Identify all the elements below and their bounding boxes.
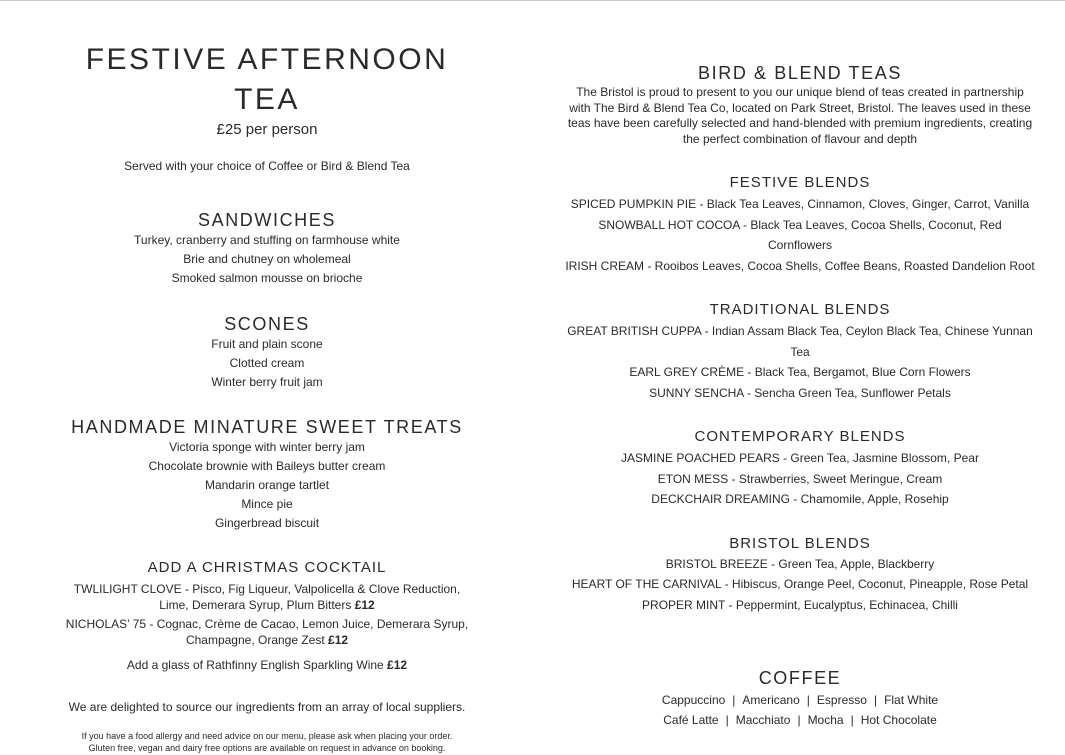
list-item: Smoked salmon mousse on brioche — [171, 271, 363, 285]
list-item: JASMINE POACHED PEARS - Green Tea, Jasmine Blossom, Pear — [621, 451, 979, 465]
list-item: SNOWBALL HOT COCOA - Black Tea Leaves, Cocoa Shells, Coconut, Red Cornflowers — [598, 217, 1002, 252]
cocktail-item — [50, 617, 484, 648]
wine-offer — [50, 658, 484, 674]
list-item: Victoria sponge with winter berry jam — [169, 440, 365, 454]
coffee-row — [565, 710, 1035, 730]
coffee-item: Macchiato — [735, 713, 791, 727]
list-item: Mandarin orange tartlet — [204, 478, 330, 492]
top-border — [0, 0, 1065, 1]
traditional-blends-list — [565, 321, 1035, 403]
treats-list — [50, 438, 484, 533]
separator: | — [797, 713, 801, 727]
coffee-item: Café Latte — [663, 713, 719, 727]
separator: | — [873, 693, 878, 707]
list-item: EARL GREY CRÈME - Black Tea, Bergamot, Blue Corn Flowers — [629, 365, 971, 379]
list-item: Chocolate brownie with Baileys butter cream — [148, 459, 386, 473]
list-item: Turkey, cranberry and stuffing on farmhouse white — [134, 233, 400, 247]
list-item: Clotted cream — [229, 356, 305, 370]
menu-title: FESTIVE AFTERNOON TEA — [85, 43, 449, 116]
festive-blends-heading: FESTIVE BLENDS — [729, 174, 871, 191]
suppliers-note: We are delighted to source our ingredients from an array of local suppliers. — [68, 699, 466, 714]
cocktail-ingredients: Lime, Demerara Syrup, Plum Bitters — [159, 597, 355, 612]
wine-price: £12 — [387, 658, 408, 672]
intro-line: the perfect combination of flavour and depth — [682, 131, 918, 146]
coffee-item: Mocha — [807, 713, 844, 727]
sandwiches-list — [50, 231, 484, 288]
separator: | — [732, 693, 736, 707]
served-note: Served with your choice of Coffee or Bird & Blend Tea — [124, 159, 410, 173]
cocktail-ingredients: Champagne, Orange Zest — [185, 632, 329, 647]
coffee-item: Flat White — [884, 693, 939, 707]
scones-heading: SCONES — [224, 314, 310, 334]
intro-line: with The Bird & Blend Tea Co, located on Park Street, Bristol. The leaves used in these — [569, 100, 1031, 115]
traditional-blends-heading: TRADITIONAL BLENDS — [709, 301, 891, 318]
contemporary-blends-list — [565, 448, 1035, 510]
list-item: Gingerbread biscuit — [214, 516, 320, 530]
cocktail-price: £12 — [354, 597, 375, 612]
list-item: HEART OF THE CARNIVAL - Hibiscus, Orange Peel, Coconut, Pineapple, Rose Petal — [571, 577, 1029, 591]
price: £25 per person — [216, 121, 318, 138]
cocktail-heading: ADD A CHRISTMAS COCKTAIL — [147, 559, 387, 576]
coffee-item: Espresso — [816, 693, 867, 707]
cocktail-ingredients: - Cognac, Crème de Cacao, Lemon Juice, Demerara Syrup, — [146, 617, 469, 631]
dietary-note: Gluten free, vegan and dairy free options are available on request in advance on booking. — [88, 742, 446, 753]
list-item: Winter berry fruit jam — [211, 375, 323, 389]
coffee-row — [565, 690, 1035, 710]
intro-line: The Bristol is proud to present to you our unique blend of teas created in partnership — [576, 85, 1024, 99]
list-item: SUNNY SENCHA - Sencha Green Tea, Sunflower Petals — [649, 385, 951, 400]
cocktail-name: TWLILIGHT CLOVE — [73, 582, 182, 596]
list-item: IRISH CREAM - Rooibos Leaves, Cocoa Shells, Coffee Beans, Roasted Dandelion Root — [565, 258, 1035, 273]
separator: | — [806, 693, 810, 707]
teas-column — [565, 62, 1035, 730]
sandwiches-heading: SANDWICHES — [197, 210, 336, 230]
cocktail-price: £12 — [328, 632, 349, 647]
list-item: ETON MESS - Strawberries, Sweet Meringue, Cream — [657, 471, 943, 486]
list-item: SPICED PUMPKIN PIE - Black Tea Leaves, Cinnamon, Cloves, Ginger, Carrot, Vanilla — [570, 197, 1030, 211]
separator: | — [725, 713, 729, 727]
contemporary-blends-heading: CONTEMPORARY BLENDS — [694, 428, 906, 445]
coffee-heading: COFFEE — [758, 668, 842, 688]
wine-text: Add a glass of Rathfinny English Sparkling Wine — [126, 658, 388, 672]
coffee-item: Americano — [742, 693, 800, 707]
afternoon-tea-column — [50, 40, 484, 754]
coffee-item: Cappuccino — [661, 693, 726, 707]
teas-title: BIRD & BLEND TEAS — [698, 63, 902, 83]
intro-line: teas have been carefully selected and hand-blended with premium ingredients, creating — [567, 116, 1033, 130]
coffee-item: Hot Chocolate — [860, 713, 937, 727]
bristol-blends-heading: BRISTOL BLENDS — [729, 534, 871, 552]
cocktail-item — [50, 582, 484, 613]
bristol-blends-list — [565, 554, 1035, 616]
list-item: BRISTOL BREEZE - Green Tea, Apple, Blackberry — [665, 556, 935, 571]
allergy-note: If you have a food allergy and need advice on our menu, please ask when placing your order. — [81, 731, 453, 741]
scones-list — [50, 335, 484, 392]
cocktail-name: NICHOLAS’ 75 — [65, 617, 147, 631]
treats-heading: HANDMADE MINATURE SWEET TREATS — [71, 417, 463, 437]
cocktail-ingredients: - Pisco, Fig Liqueur, Valpolicella & Clove Reduction, — [181, 582, 461, 596]
festive-blends-list — [565, 194, 1035, 276]
list-item: Fruit and plain scone — [211, 337, 323, 351]
list-item: Mince pie — [241, 497, 293, 511]
list-item: Brie and chutney on wholemeal — [183, 252, 351, 266]
separator: | — [850, 713, 854, 727]
list-item: PROPER MINT - Peppermint, Eucalyptus, Echinacea, Chilli — [642, 597, 958, 612]
teas-intro — [565, 85, 1035, 147]
list-item: GREAT BRITISH CUPPA - Indian Assam Black Tea, Ceylon Black Tea, Chinese Yunnan Tea — [567, 324, 1033, 359]
list-item: DECKCHAIR DREAMING - Chamomile, Apple, Rosehip — [651, 492, 949, 506]
